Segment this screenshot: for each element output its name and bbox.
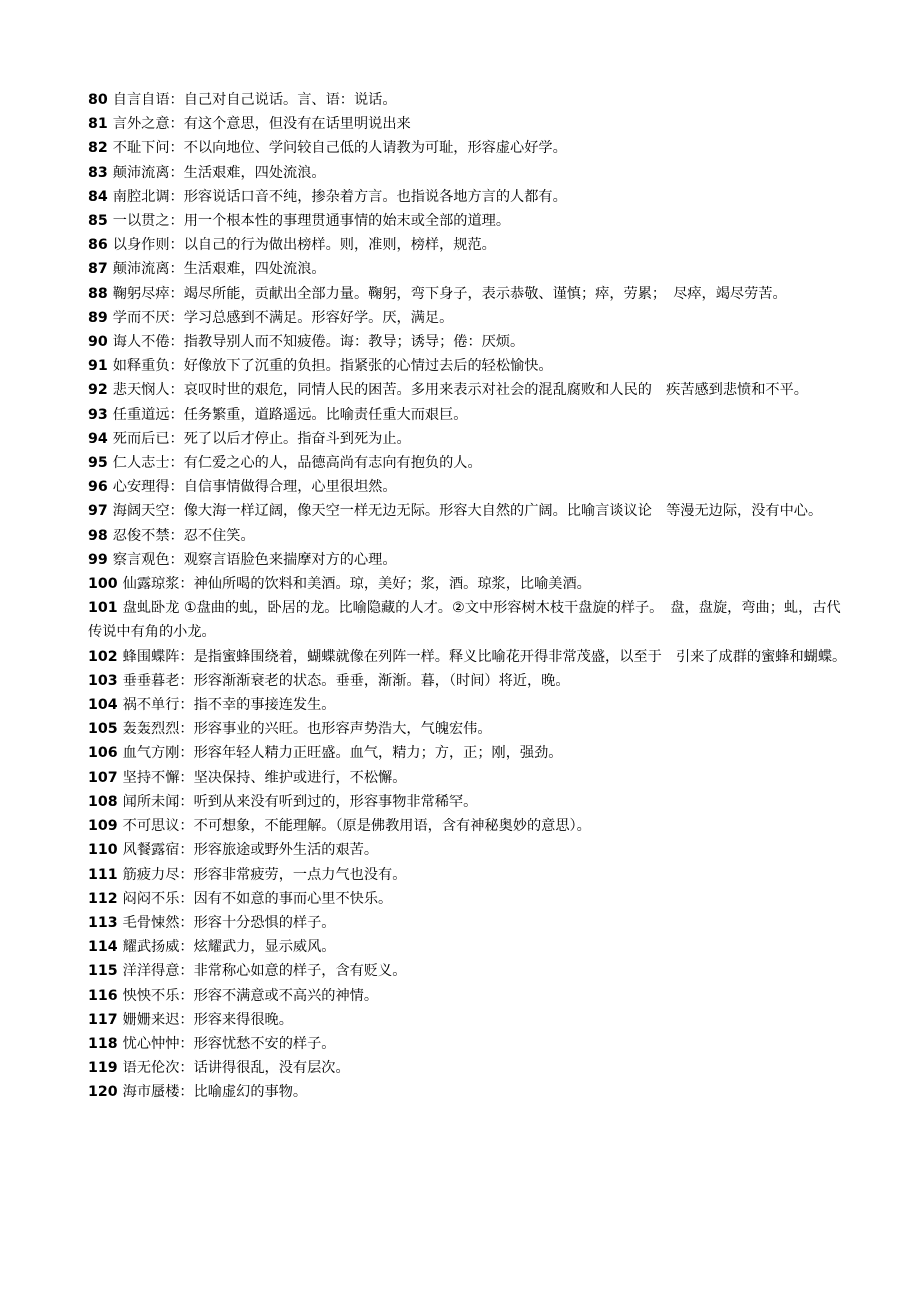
entry-text: 海市蜃楼：比喻虚幻的事物。 xyxy=(122,1084,308,1101)
entry-number: 93 xyxy=(88,406,108,423)
entry-text: 不耻下问：不以向地位、学问较自己低的人请教为可耻，形容虚心好学。 xyxy=(112,140,567,157)
entry-number: 100 xyxy=(88,576,118,593)
entry-text: 蜂围蝶阵：是指蜜蜂围绕着，蝴蝶就像在列阵一样。释义比喻花开得非常茂盛，以至于 引来了成群的蜜蜂和蝴蝶。 xyxy=(122,648,847,665)
idiom-entry xyxy=(88,766,848,790)
entry-number: 101 xyxy=(88,600,118,617)
entry-text: 祸不单行：指不幸的事接连发生。 xyxy=(122,697,336,714)
entry-number: 109 xyxy=(88,818,118,835)
entry-number: 116 xyxy=(88,987,118,1004)
entry-text: 闻所未闻：听到从来没有听到过的，形容事物非常稀罕。 xyxy=(122,793,478,810)
entry-text: 海阔天空：像大海一样辽阔，像天空一样无边无际。形容大自然的广阔。比喻言谈议论 等漫无边际，没有中心。 xyxy=(112,503,823,520)
entry-number: 102 xyxy=(88,648,118,665)
idiom-entry xyxy=(88,863,848,887)
entry-number: 90 xyxy=(88,334,108,351)
idiom-entry xyxy=(88,814,848,838)
idiom-entry xyxy=(88,257,848,281)
entry-text: 学而不厌：学习总感到不满足。形容好学。厌，满足。 xyxy=(112,309,454,326)
idiom-entry xyxy=(88,596,848,644)
entry-text: 心安理得：自信事情做得合理，心里很坦然。 xyxy=(112,479,397,496)
entry-text: 忍俊不禁：忍不住笑。 xyxy=(112,527,255,544)
entry-text: 轰轰烈烈：形容事业的兴旺。也形容声势浩大，气魄宏伟。 xyxy=(122,721,492,738)
entry-text: 仁人志士：有仁爱之心的人，品德高尚有志向有抱负的人。 xyxy=(112,455,482,472)
idiom-entry xyxy=(88,887,848,911)
entry-number: 104 xyxy=(88,697,118,714)
entry-text: 悲天悯人：哀叹时世的艰危，同情人民的困苦。多用来表示对社会的混乱腐败和人民的 疾苦感到悲愤和不平。 xyxy=(112,382,808,399)
idiom-entry xyxy=(88,548,848,572)
idiom-entry xyxy=(88,790,848,814)
idiom-entry xyxy=(88,524,848,548)
idiom-entry xyxy=(88,572,848,596)
entry-text: 察言观色：观察言语脸色来揣摩对方的心理。 xyxy=(112,551,397,568)
entry-text: 忧心忡忡：形容忧愁不安的样子。 xyxy=(122,1035,336,1052)
entry-number: 120 xyxy=(88,1084,118,1101)
entry-number: 110 xyxy=(88,842,118,859)
entry-text: 任重道远：任务繁重，道路遥远。比喻责任重大而艰巨。 xyxy=(112,406,468,423)
entry-number: 117 xyxy=(88,1011,118,1028)
entry-text: 风餐露宿：形容旅途或野外生活的艰苦。 xyxy=(122,842,379,859)
entry-number: 96 xyxy=(88,479,108,496)
entry-text: 血气方刚：形容年轻人精力正旺盛。血气，精力；方，正；刚，强劲。 xyxy=(122,745,563,762)
entry-text: 颠沛流离：生活艰难，四处流浪。 xyxy=(112,164,326,181)
entry-number: 82 xyxy=(88,140,108,157)
entry-number: 84 xyxy=(88,188,108,205)
idiom-entry xyxy=(88,1056,848,1080)
entry-number: 85 xyxy=(88,213,108,230)
idiom-entry xyxy=(88,984,848,1008)
entry-number: 107 xyxy=(88,769,118,786)
entry-text: 姗姗来迟：形容来得很晚。 xyxy=(122,1011,293,1028)
entry-text: 诲人不倦：指教导别人而不知疲倦。诲：教导；诱导；倦：厌烦。 xyxy=(112,334,525,351)
entry-number: 115 xyxy=(88,963,118,980)
entry-text: 死而后已：死了以后才停止。指奋斗到死为止。 xyxy=(112,430,411,447)
idiom-entry xyxy=(88,959,848,983)
idiom-entry xyxy=(88,475,848,499)
entry-text: 如释重负：好像放下了沉重的负担。指紧张的心情过去后的轻松愉快。 xyxy=(112,358,553,375)
entry-number: 108 xyxy=(88,793,118,810)
entry-text: 耀武扬威：炫耀武力，显示威风。 xyxy=(122,939,336,956)
entry-text: 以身作则：以自己的行为做出榜样。则，准则，榜样，规范。 xyxy=(112,237,496,254)
idiom-entry xyxy=(88,693,848,717)
idiom-entry xyxy=(88,378,848,402)
idiom-entry xyxy=(88,88,848,112)
idiom-entry xyxy=(88,499,848,523)
entry-text: 颠沛流离：生活艰难，四处流浪。 xyxy=(112,261,326,278)
entry-text: 垂垂暮老：形容渐渐衰老的状态。垂垂，渐渐。暮，（时间）将近，晚。 xyxy=(122,672,570,689)
idiom-entry xyxy=(88,741,848,765)
entry-text: 洋洋得意：非常称心如意的样子，含有贬义。 xyxy=(122,963,407,980)
entry-text: 怏怏不乐：形容不满意或不高兴的神情。 xyxy=(122,987,379,1004)
entry-text: 毛骨悚然：形容十分恐惧的样子。 xyxy=(122,914,336,931)
idiom-entry xyxy=(88,669,848,693)
idiom-entry xyxy=(88,330,848,354)
idiom-entry xyxy=(88,1032,848,1056)
entry-number: 97 xyxy=(88,503,108,520)
idiom-entry xyxy=(88,282,848,306)
entry-number: 106 xyxy=(88,745,118,762)
document-page xyxy=(88,88,848,1105)
idiom-entry xyxy=(88,161,848,185)
entry-number: 86 xyxy=(88,237,108,254)
idiom-entry xyxy=(88,112,848,136)
entry-number: 95 xyxy=(88,455,108,472)
entry-number: 103 xyxy=(88,672,118,689)
entry-text: 语无伦次：话讲得很乱，没有层次。 xyxy=(122,1060,350,1077)
entry-number: 91 xyxy=(88,358,108,375)
entry-number: 94 xyxy=(88,430,108,447)
idiom-entry xyxy=(88,911,848,935)
idiom-entry xyxy=(88,645,848,669)
idiom-entry xyxy=(88,838,848,862)
idiom-entry xyxy=(88,1008,848,1032)
idiom-entry xyxy=(88,427,848,451)
entry-number: 80 xyxy=(88,92,108,108)
idiom-entry xyxy=(88,717,848,741)
idiom-entry xyxy=(88,233,848,257)
idiom-entry xyxy=(88,451,848,475)
idiom-entry xyxy=(88,1080,848,1104)
entry-text: 闷闷不乐：因有不如意的事而心里不快乐。 xyxy=(122,890,393,907)
entry-number: 105 xyxy=(88,721,118,738)
entry-number: 112 xyxy=(88,890,118,907)
entry-text: 南腔北调：形容说话口音不纯，掺杂着方言。也指说各地方言的人都有。 xyxy=(112,188,567,205)
idiom-entry xyxy=(88,354,848,378)
entry-text: 一以贯之：用一个根本性的事理贯通事情的始末或全部的道理。 xyxy=(112,213,511,230)
entry-number: 92 xyxy=(88,382,108,399)
entry-text: 坚持不懈：坚决保持、维护或进行，不松懈。 xyxy=(122,769,407,786)
idiom-entry xyxy=(88,306,848,330)
entry-text: 言外之意：有这个意思，但没有在话里明说出来 xyxy=(112,116,411,133)
entry-number: 89 xyxy=(88,309,108,326)
entry-text: 盘虬卧龙 ①盘曲的虬，卧居的龙。比喻隐藏的人才。②文中形容树木枝干盘旋的样子。 盘，盘旋，弯曲；虬，古代传说中有角的小龙。 xyxy=(88,600,841,641)
idiom-entry xyxy=(88,185,848,209)
idiom-entry xyxy=(88,403,848,427)
entry-number: 111 xyxy=(88,866,118,883)
entry-number: 83 xyxy=(88,164,108,181)
entry-text: 自言自语：自己对自己说话。言、语：说话。 xyxy=(112,92,397,108)
entry-number: 87 xyxy=(88,261,108,278)
entry-number: 119 xyxy=(88,1060,118,1077)
entry-text: 不可思议：不可想象，不能理解。（原是佛教用语，含有神秘奥妙的意思）。 xyxy=(122,818,591,835)
entry-number: 114 xyxy=(88,939,118,956)
entry-number: 81 xyxy=(88,116,108,133)
idiom-entry xyxy=(88,935,848,959)
entry-text: 鞠躬尽瘁：竭尽所能，贡献出全部力量。鞠躬，弯下身子，表示恭敬、谨慎；瘁，劳累； 尽瘁，竭尽劳苦。 xyxy=(112,285,787,302)
entry-number: 118 xyxy=(88,1035,118,1052)
idiom-entry xyxy=(88,209,848,233)
entry-number: 113 xyxy=(88,914,118,931)
entry-number: 99 xyxy=(88,551,108,568)
idiom-entry xyxy=(88,136,848,160)
entry-text: 筋疲力尽：形容非常疲劳，一点力气也没有。 xyxy=(122,866,407,883)
entry-number: 88 xyxy=(88,285,108,302)
entry-number: 98 xyxy=(88,527,108,544)
entry-text: 仙露琼浆：神仙所喝的饮料和美酒。琼，美好；浆，酒。琼浆，比喻美酒。 xyxy=(122,576,591,593)
